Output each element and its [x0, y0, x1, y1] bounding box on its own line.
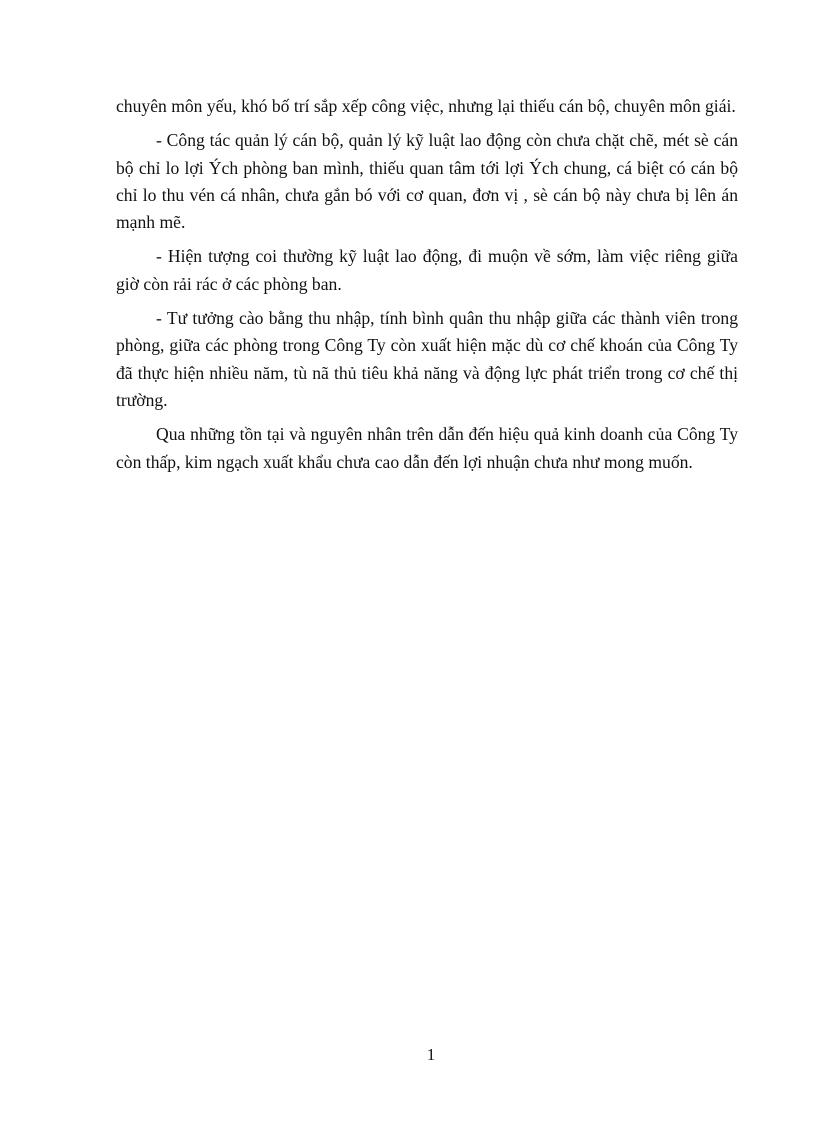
paragraph-management-discipline: - Công tác quản lý cán bộ, quản lý kỹ luật lao động còn chưa chặt chẽ, mét sè cán bộ chỉ lo lợi Ých phòng ban mình, thiếu quan tâm tới lợi Ých chung, cá biệt có cán bộ chỉ lo thu vén cá nhân, chưa gắn bó với cơ quan, đơn vị , sè cán bộ này chưa bị lên án mạnh mẽ.	[116, 130, 738, 233]
page-body	[116, 93, 738, 483]
paragraph-conclusion: Qua những tồn tại và nguyên nhân trên dẫn đến hiệu quả kinh doanh của Công Ty còn thấp, kim ngạch xuất khẩu chưa cao dẫn đến lợi nhuận chưa như mong muốn.	[116, 424, 738, 472]
paragraph-continuation: chuyên môn yếu, khó bố trí sắp xếp công việc, nhưng lại thiếu cán bộ, chuyên môn giái.	[116, 96, 736, 116]
paragraph-labor-discipline: - Hiện tượng coi thường kỹ luật lao động, đi muộn về sớm, làm việc riêng giữa giờ còn rải rác ở các phòng ban.	[116, 246, 738, 294]
paragraph-income-equalization: - Tư tưởng cào bằng thu nhập, tính bình quân thu nhập giữa các thành viên trong phòng, giữa các phòng trong Công Ty còn xuất hiện mặc dù cơ chế khoán của Công Ty đã thực hiện nhiều năm, tù nã thủ tiêu khả năng và động lực phát triển trong cơ chế thị trường.	[116, 308, 738, 410]
page-number: 1	[426, 1045, 436, 1064]
